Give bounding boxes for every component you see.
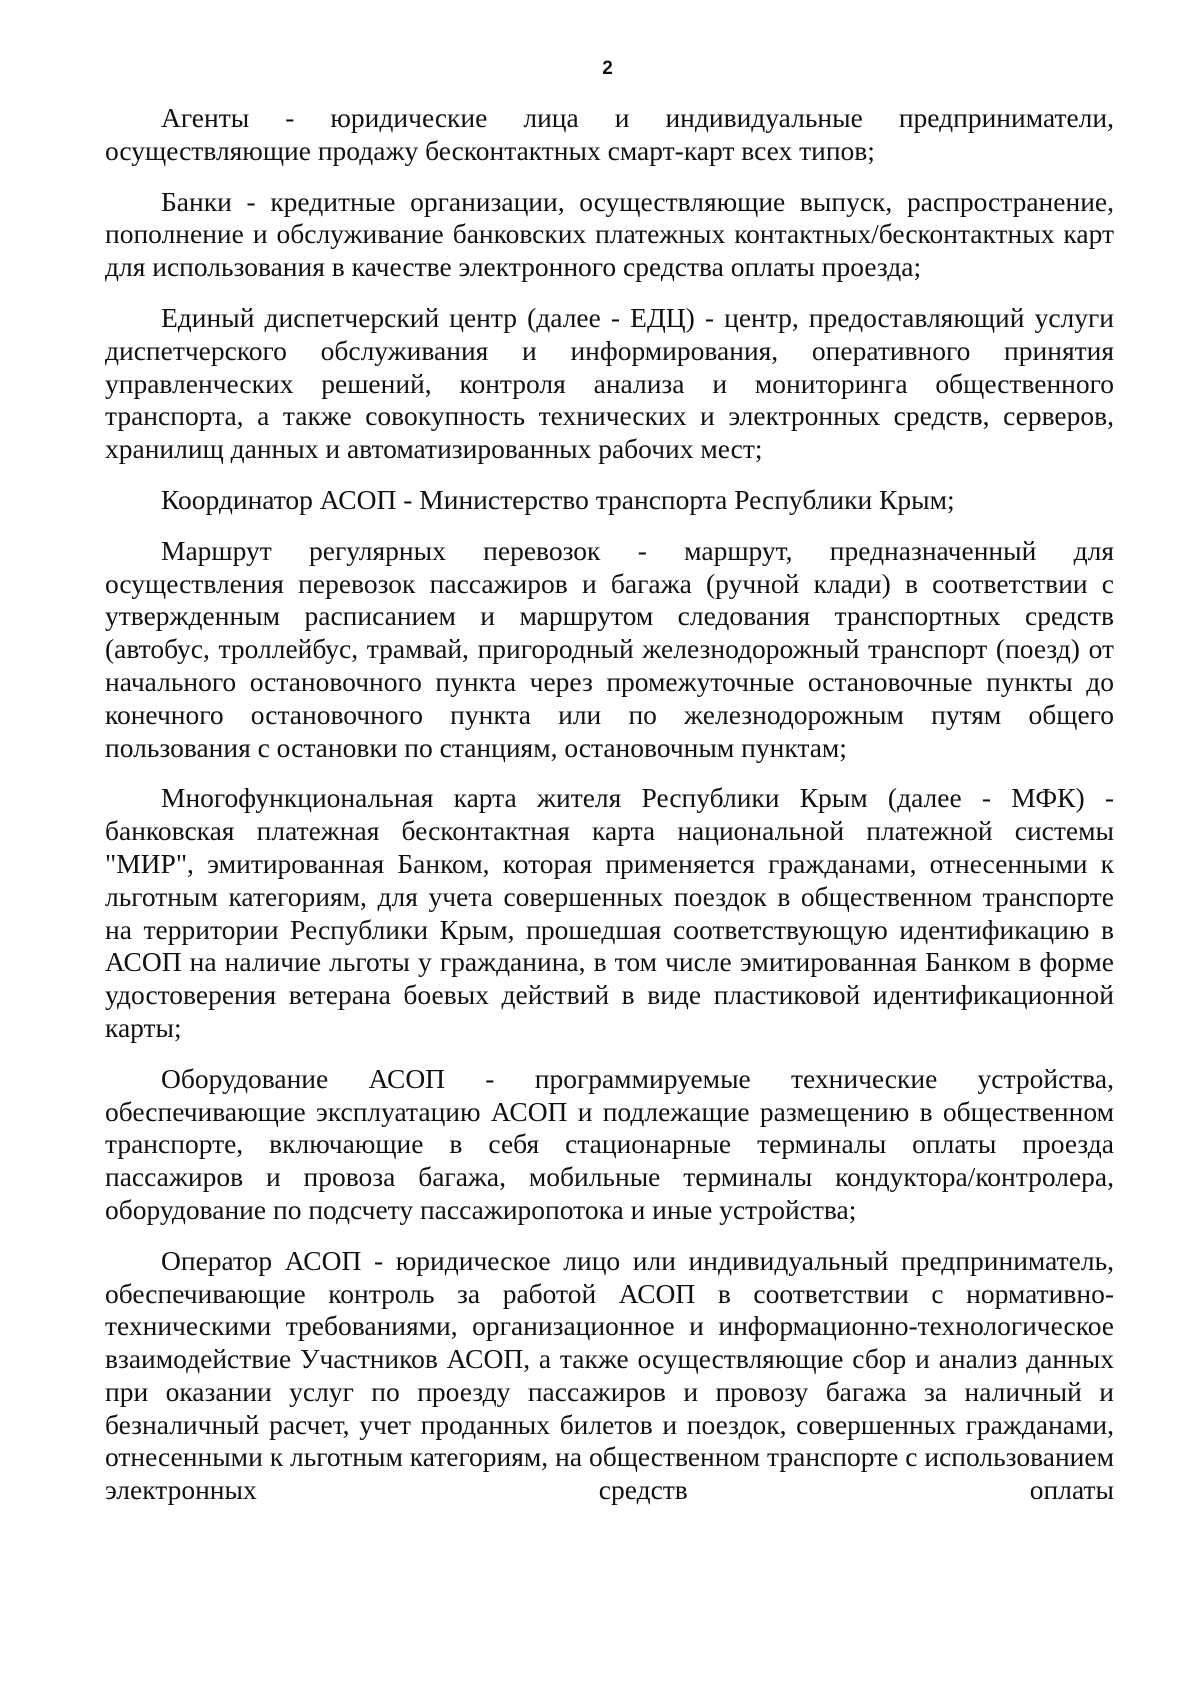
definition-asop-operator: Оператор АСОП - юридическое лицо или индивидуальный предприниматель, обеспечивающие контроль за работой АСОП в соответствии с нормативно-техническими требованиями, организационное и информационно-технологическое взаимодействие Участников АСОП, а также осуществляющие сбор и анализ данных при оказании услуг по проезду пассажиров и провозу багажа за наличный и безналичный расчет, учет проданных билетов и поездок, совершенных гражданами, отнесенными к льготным категориям, на общественном транспорте с использованием электронных средств оплаты — [105, 1244, 1114, 1506]
definition-unified-dispatch-center: Единый диспетчерский центр (далее - ЕДЦ) - центр, предоставляющий услуги диспетчерского обслуживания и информирования, оперативного принятия управленческих решений, контроля анализа и мониторинга общественного транспорта, а также совокупность технических и электронных средств, серверов, хранилищ данных и автоматизированных рабочих мест; — [105, 301, 1114, 465]
document-body — [105, 102, 1114, 1525]
page-number: 2 — [602, 58, 613, 79]
definition-asop-coordinator: Координатор АСОП - Министерство транспорта Республики Крым; — [161, 483, 955, 515]
definition-agents: Агенты - юридические лица и индивидуальные предприниматели, осуществляющие продажу бесконтактных смарт-карт всех типов; — [105, 102, 1114, 166]
definition-banks: Банки - кредитные организации, осуществляющие выпуск, распространение, пополнение и обслуживание банковских платежных контактных/бесконтактных карт для использования в качестве электронного средства оплаты проезда; — [105, 185, 1114, 283]
definition-asop-equipment: Оборудование АСОП - программируемые технические устройства, обеспечивающие эксплуатацию АСОП и подлежащие размещению в общественном транспорте, включающие в себя стационарные терминалы оплаты проезда пассажиров и провоза багажа, мобильные терминалы кондуктора/контролера, оборудование по подсчету пассажиропотока и иные устройства; — [105, 1062, 1114, 1225]
definition-multifunctional-card: Многофункциональная карта жителя Республики Крым (далее - МФК) - банковская платежная бесконтактная карта национальной платежной системы "МИР", эмитированная Банком, которая применяется гражданами, отнесенными к льготным категориям, для учета совершенных поездок в общественном транспорте на территории Республики Крым, прошедшая соответствующую идентификацию в АСОП на наличие льготы у гражданина, в том числе эмитированная Банком в форме удостоверения ветерана боевых действий в виде пластиковой идентификационной карты; — [105, 782, 1114, 1043]
definition-regular-route: Маршрут регулярных перевозок - маршрут, предназначенный для осуществления перевозок пассажиров и багажа (ручной клади) в соответствии с утвержденным расписанием и маршрутом следования транспортных средств (автобус, троллейбус, трамвай, пригородный железнодорожный транспорт (поезд) от начального остановочного пункта через промежуточные остановочные пункты до конечного остановочного пункта или по железнодорожным путям общего пользования с остановки по станциям, остановочным пунктам; — [105, 534, 1114, 763]
